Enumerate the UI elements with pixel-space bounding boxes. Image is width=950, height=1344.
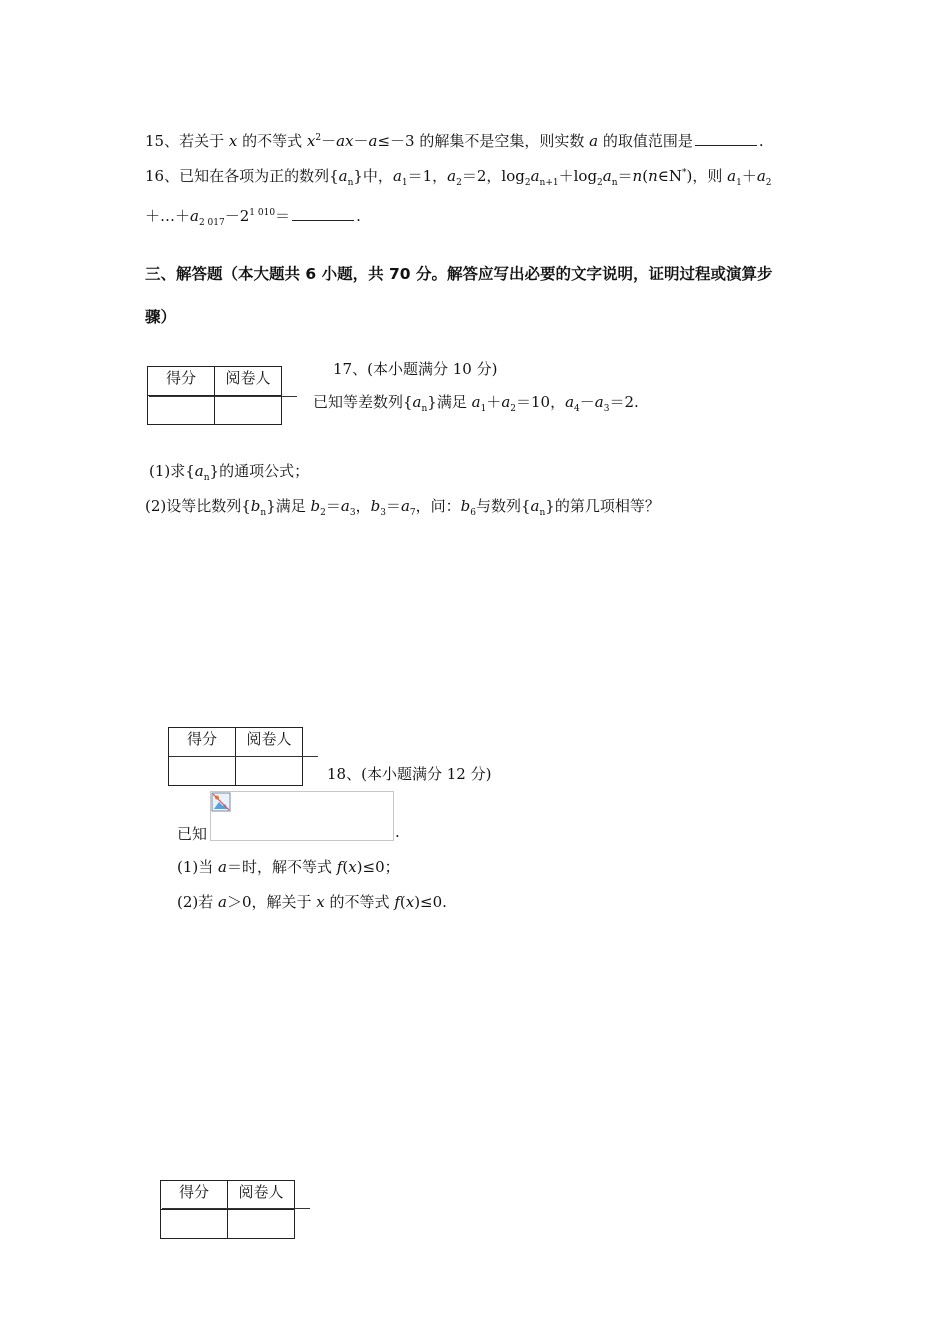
question-17-title: 17、(本小题满分 10 分) (333, 360, 498, 378)
grader-label: 阅卷人 (236, 728, 303, 757)
answer-blank (695, 133, 757, 146)
question-17-part-1: (1)求$\{a_n\}$的通项公式； (149, 462, 310, 483)
grader-cell[interactable] (236, 757, 303, 786)
score-label: 得分 (161, 1181, 228, 1210)
grader-label: 阅卷人 (215, 367, 282, 396)
grader-cell[interactable] (215, 396, 282, 425)
strike-line (162, 1208, 310, 1209)
broken-image-icon (211, 792, 231, 812)
formula-image-placeholder (210, 791, 394, 841)
question-15: 15、若关于 x 的不等式 $x^2-ax-a\le-3$ 的解集不是空集，则实数 a 的取值范围是 . (145, 132, 764, 150)
score-cell[interactable] (148, 396, 215, 425)
question-17-part-2: (2)设等比数列$\{b_n\}$满足 $b_2=a_3$，$b_3=a_7$，问：$b_6$与数列$\{a_n\}$的第几项相等？ (145, 497, 660, 518)
answer-blank (292, 208, 354, 221)
question-18-known: 已知 (177, 825, 208, 843)
grader-label: 阅卷人 (228, 1181, 295, 1210)
question-18-known-end: . (395, 823, 400, 841)
score-cell[interactable] (161, 1210, 228, 1239)
question-18-part-1: (1)当 a＝时，解不等式 f(x)≤0； (177, 858, 400, 876)
question-16-line-1: 16、已知在各项为正的数列$\{a_n\}$中，$a_1=1$，$a_2=2$，$\log_2a_{n+1}+\log_2a_n=n(n\in N^*)$，则 $a_1+a_2$ (145, 167, 772, 188)
score-cell[interactable] (169, 757, 236, 786)
question-18-title: 18、(本小题满分 12 分) (327, 765, 492, 783)
section-3-heading: 三、解答题（本大题共 6 小题，共 70 分。解答应写出必要的文字说明，证明过程或演算步 (145, 265, 773, 283)
score-label: 得分 (148, 367, 215, 396)
question-17-statement: 已知等差数列$\{a_n\}$满足 $a_1+a_2=10$，$a_4-a_3=2$. (313, 393, 639, 414)
grader-cell[interactable] (228, 1210, 295, 1239)
question-16-line-2: $+\dots+a_{2 017}-2^{1 010}=$ . (145, 207, 361, 228)
question-18-part-2: (2)若 a＞0，解关于 x 的不等式 f(x)≤0. (177, 893, 447, 911)
score-table-19 (160, 1180, 295, 1239)
score-label: 得分 (169, 728, 236, 757)
strike-line (149, 396, 297, 397)
section-3-heading-cont: 骤） (145, 308, 177, 326)
strike-line (170, 756, 318, 757)
